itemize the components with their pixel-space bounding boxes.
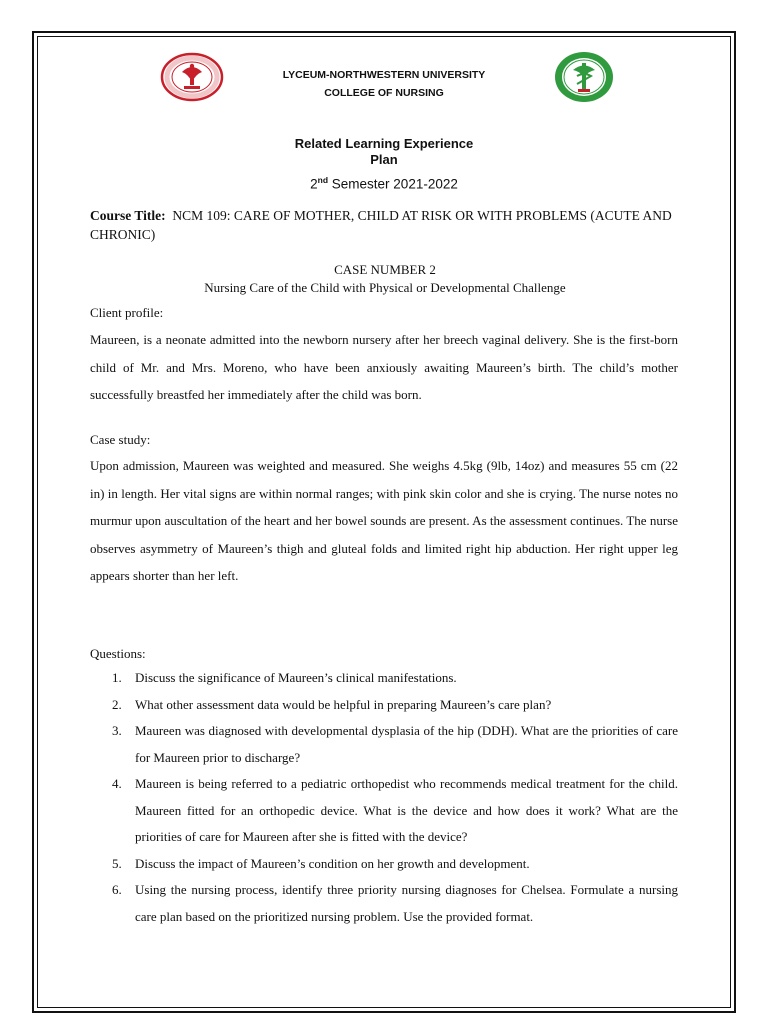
- question-item: [90, 692, 678, 719]
- university-name: LYCEUM-NORTHWESTERN UNIVERSITY: [282, 69, 486, 81]
- case-subtitle: Nursing Care of the Child with Physical or Developmental Challenge: [204, 280, 566, 295]
- question-number: 2.: [112, 696, 122, 712]
- question-text: What other assessment data would be helpful in preparing Maureen’s care plan?: [135, 696, 552, 712]
- question-text: Maureen was diagnosed with developmental dysplasia of the hip (DDH). What are the priorities of care for Maureen prior to discharge?: [135, 723, 678, 765]
- semester-suffix: nd: [317, 175, 329, 185]
- college-name: COLLEGE OF NURSING: [324, 87, 444, 99]
- questions-list: [90, 665, 678, 930]
- question-item: [90, 877, 678, 930]
- client-profile-text: Maureen, is a neonate admitted into the newborn nursery after her breech vaginal delivery. She is the first-born child of Mr. and Mrs. Moreno, who have been anxiously awaiting Maureen’s birth. The child’s mother successfully breastfed her immediately after the child was born.: [90, 332, 678, 402]
- university-seal-logo: [160, 52, 224, 102]
- question-item: [90, 851, 678, 878]
- document-title: [184, 136, 584, 168]
- course-title: [90, 206, 680, 244]
- case-study-text: Upon admission, Maureen was weighted and measured. She weighs 4.5kg (9lb, 14oz) and measures 55 cm (22 in) in length. Her vital signs are within normal ranges; with pink skin color and she is crying. The nurse notes no murmur upon auscultation of the heart and her bowel sounds are present. As the assessment continues. The nurse observes asymmetry of Maureen’s thigh and gluteal folds and limited right hip abduction. Her right upper leg appears shorter than her left.: [90, 458, 678, 583]
- question-number: 6.: [112, 882, 122, 897]
- question-number: 4.: [112, 776, 122, 791]
- college-seal-logo: [553, 50, 615, 104]
- course-title-value: NCM 109: CARE OF MOTHER, CHILD AT RISK OR WITH PROBLEMS (ACUTE AND CHRONIC): [90, 208, 672, 242]
- semester-text: Semester 2021-2022: [328, 176, 458, 192]
- university-seal-icon: [160, 52, 224, 102]
- course-title-label: Course Title:: [90, 208, 166, 223]
- nursing-seal-icon: [553, 50, 615, 104]
- question-text: Maureen is being referred to a pediatric orthopedist who recommends medical treatment for the child. Maureen fitted for an orthopedic device. What is the device and how does it work? What are the priorities of care for Maureen after she is fitted with the device?: [135, 776, 678, 844]
- question-text: Discuss the significance of Maureen’s clinical manifestations.: [135, 670, 457, 685]
- case-number: CASE NUMBER 2: [334, 262, 436, 277]
- case-study-label: Case study:: [90, 432, 151, 447]
- question-text: Discuss the impact of Maureen’s condition on her growth and development.: [135, 855, 530, 871]
- semester-number: 2: [310, 176, 318, 192]
- question-item: [90, 665, 678, 692]
- case-heading: [90, 261, 680, 297]
- title-line-1: Related Learning Experience: [294, 136, 474, 151]
- question-item: [90, 718, 678, 771]
- question-text: Using the nursing process, identify three priority nursing diagnoses for Chelsea. Formulate a nursing care plan based on the prioritized nursing problem. Use the provided format.: [135, 882, 678, 924]
- client-profile-label: Client profile:: [90, 305, 164, 320]
- title-line-2: Plan: [370, 152, 398, 167]
- institution-header: [234, 66, 534, 102]
- questions-label: Questions:: [90, 646, 146, 661]
- semester-line: [184, 171, 584, 194]
- question-number: 5.: [112, 855, 122, 871]
- question-item: [90, 771, 678, 851]
- question-number: 3.: [112, 723, 122, 738]
- question-number: 1.: [112, 670, 122, 685]
